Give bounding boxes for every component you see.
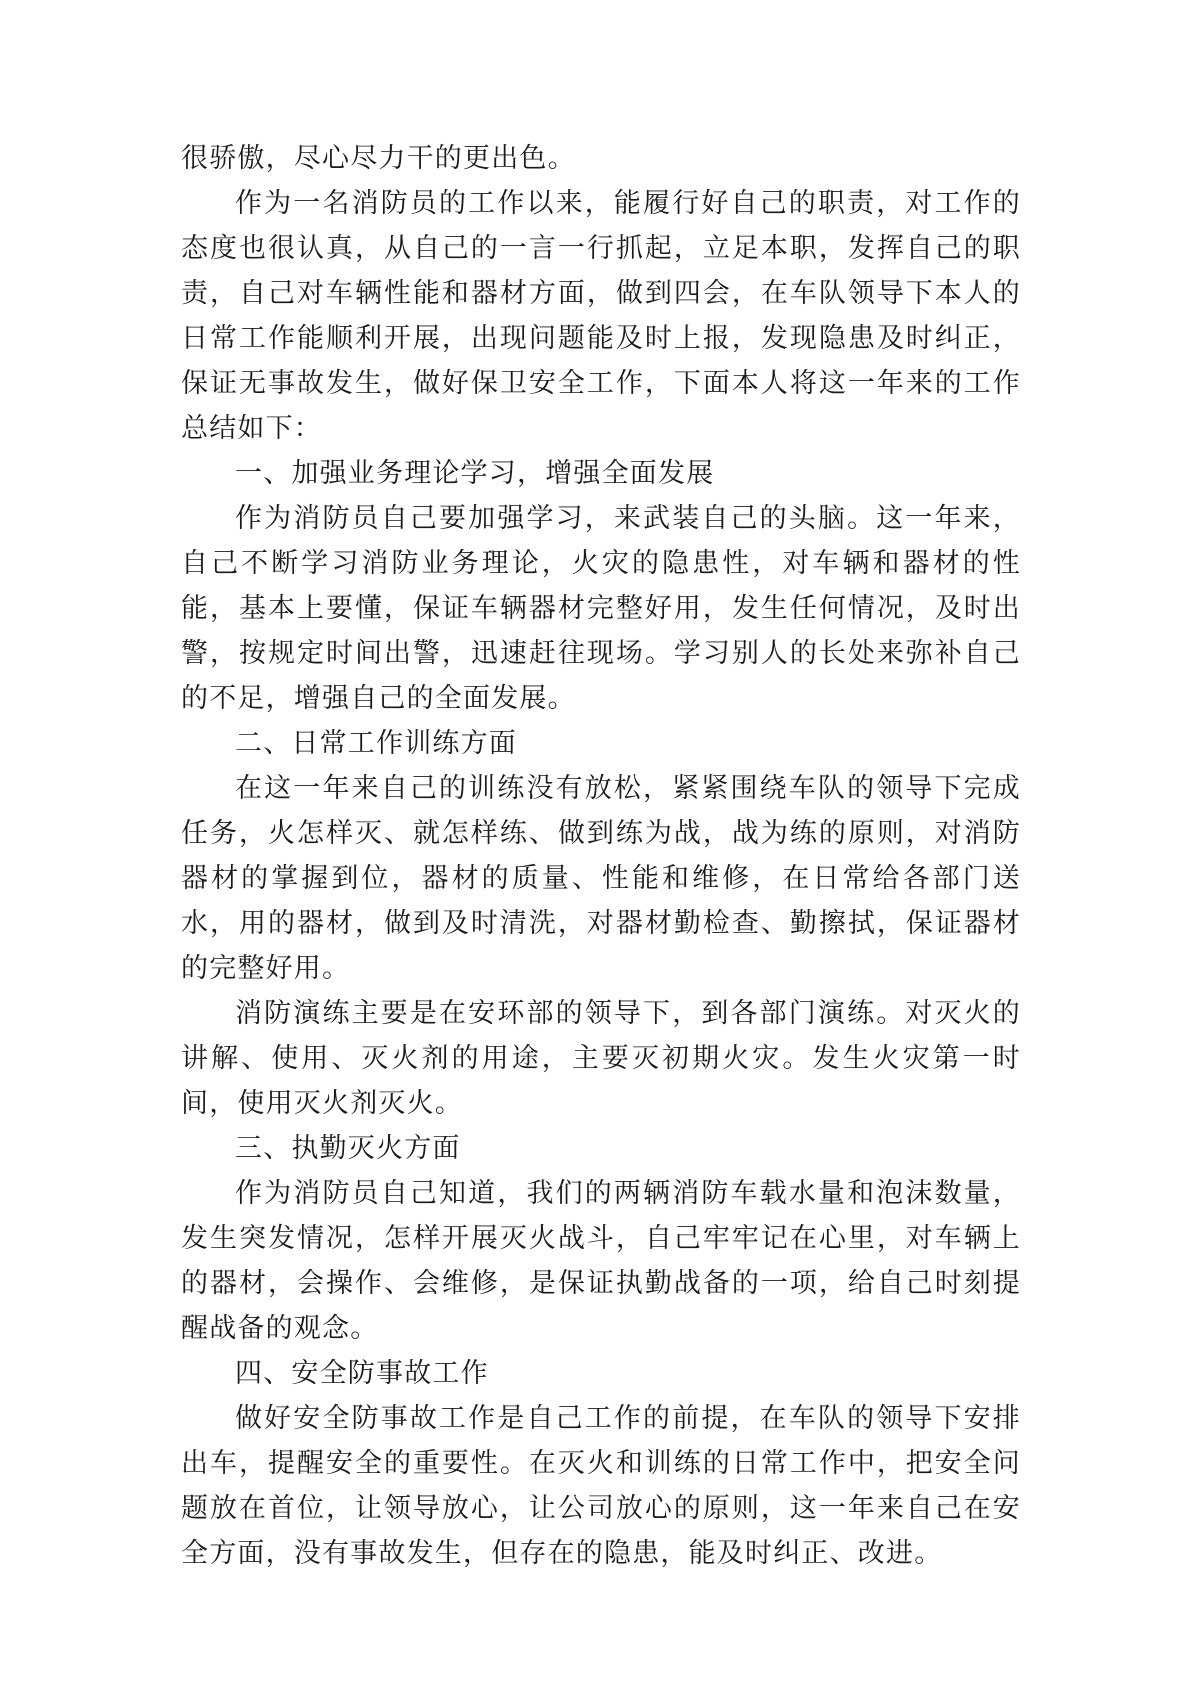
paragraph-section-3: 作为消防员自己知道，我们的两辆消防车载水量和泡沫数量，发生突发情况，怎样开展灭火战斗，自己牢牢记在心里，对车辆上的器材，会操作、会维修，是保证执勤战备的一项，给自己时刻提醒战备的观念。 [181, 1178, 1021, 1344]
paragraph-intro: 作为一名消防员的工作以来，能履行好自己的职责，对工作的态度也很认真，从自己的一言一行抓起，立足本职，发挥自己的职责，自己对车辆性能和器材方面，做到四会，在车队领导下本人的日常工作能顺利开展，出现问题能及时上报，发现隐患及时纠正，保证无事故发生，做好保卫安全工作，下面本人将这一年来的工作总结如下： [181, 188, 1021, 444]
document-body [181, 136, 1021, 1576]
section-heading-1: 一、加强业务理论学习，增强全面发展 [235, 458, 715, 489]
section-heading-4: 四、安全防事故工作 [235, 1358, 489, 1389]
paragraph-section-1: 作为消防员自己要加强学习，来武装自己的头脑。这一年来，自己不断学习消防业务理论，火灾的隐患性，对车辆和器材的性能，基本上要懂，保证车辆器材完整好用，发生任何情况，及时出警，按规定时间出警，迅速赶往现场。学习别人的长处来弥补自己的不足，增强自己的全面发展。 [181, 503, 1021, 714]
paragraph-section-2b: 消防演练主要是在安环部的领导下，到各部门演练。对灭火的讲解、使用、灭火剂的用途，主要灭初期火灾。发生火灾第一时间，使用灭火剂灭火。 [181, 998, 1021, 1119]
paragraph-section-2a: 在这一年来自己的训练没有放松，紧紧围绕车队的领导下完成任务，火怎样灭、就怎样练、做到练为战，战为练的原则，对消防器材的掌握到位，器材的质量、性能和维修，在日常给各部门送水，用的器材，做到及时清洗，对器材勤检查、勤擦拭，保证器材的完整好用。 [181, 773, 1021, 984]
section-heading-2: 二、日常工作训练方面 [235, 728, 517, 759]
paragraph-continuation: 很骄傲，尽心尽力干的更出色。 [181, 143, 576, 174]
paragraph-section-4: 做好安全防事故工作是自己工作的前提，在车队的领导下安排出车，提醒安全的重要性。在灭火和训练的日常工作中，把安全问题放在首位，让领导放心，让公司放心的原则，这一年来自己在安全方面，没有事故发生，但存在的隐患，能及时纠正、改进。 [181, 1403, 1021, 1569]
section-heading-3: 三、执勤灭火方面 [235, 1133, 461, 1164]
